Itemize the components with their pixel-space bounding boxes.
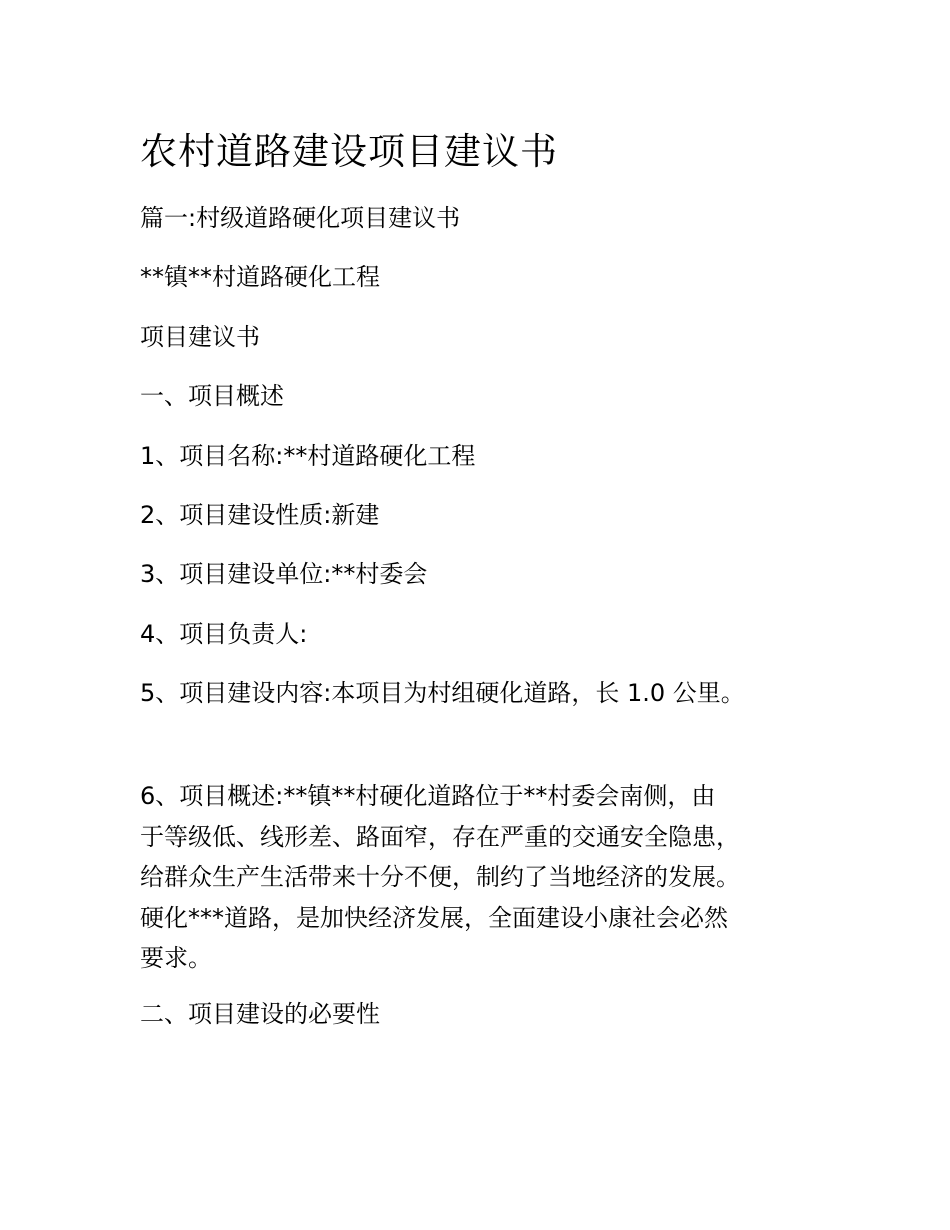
paragraph-line: 要求。 xyxy=(140,944,212,972)
section-1-heading: 一、项目概述 xyxy=(140,382,284,410)
proposal-label: 项目建议书 xyxy=(140,323,260,351)
item-4: 4、项目负责人: xyxy=(140,620,308,648)
project-name-line: **镇**村道路硬化工程 xyxy=(140,263,380,291)
item-2: 2、项目建设性质:新建 xyxy=(140,501,380,529)
item-5: 5、项目建设内容:本项目为村组硬化道路，长 1.0 公里。 xyxy=(140,679,745,707)
paragraph-line: 硬化***道路，是加快经济发展，全面建设小康社会必然 xyxy=(140,903,728,932)
subtitle-line: 篇一:村级道路硬化项目建议书 xyxy=(140,204,461,232)
document-title: 农村道路建设项目建议书 xyxy=(140,130,558,173)
paragraph-line: 于等级低、线形差、路面窄，存在严重的交通安全隐患， xyxy=(140,822,740,851)
paragraph-line: 给群众生产生活带来十分不便，制约了当地经济的发展。 xyxy=(140,863,740,891)
item-1: 1、项目名称:**村道路硬化工程 xyxy=(140,442,476,470)
item-3: 3、项目建设单位:**村委会 xyxy=(140,560,428,588)
paragraph-line: 6、项目概述:**镇**村硬化道路位于**村委会南侧，由 xyxy=(140,782,716,810)
section-2-heading: 二、项目建设的必要性 xyxy=(140,1000,380,1028)
item-6-paragraph xyxy=(140,776,812,979)
